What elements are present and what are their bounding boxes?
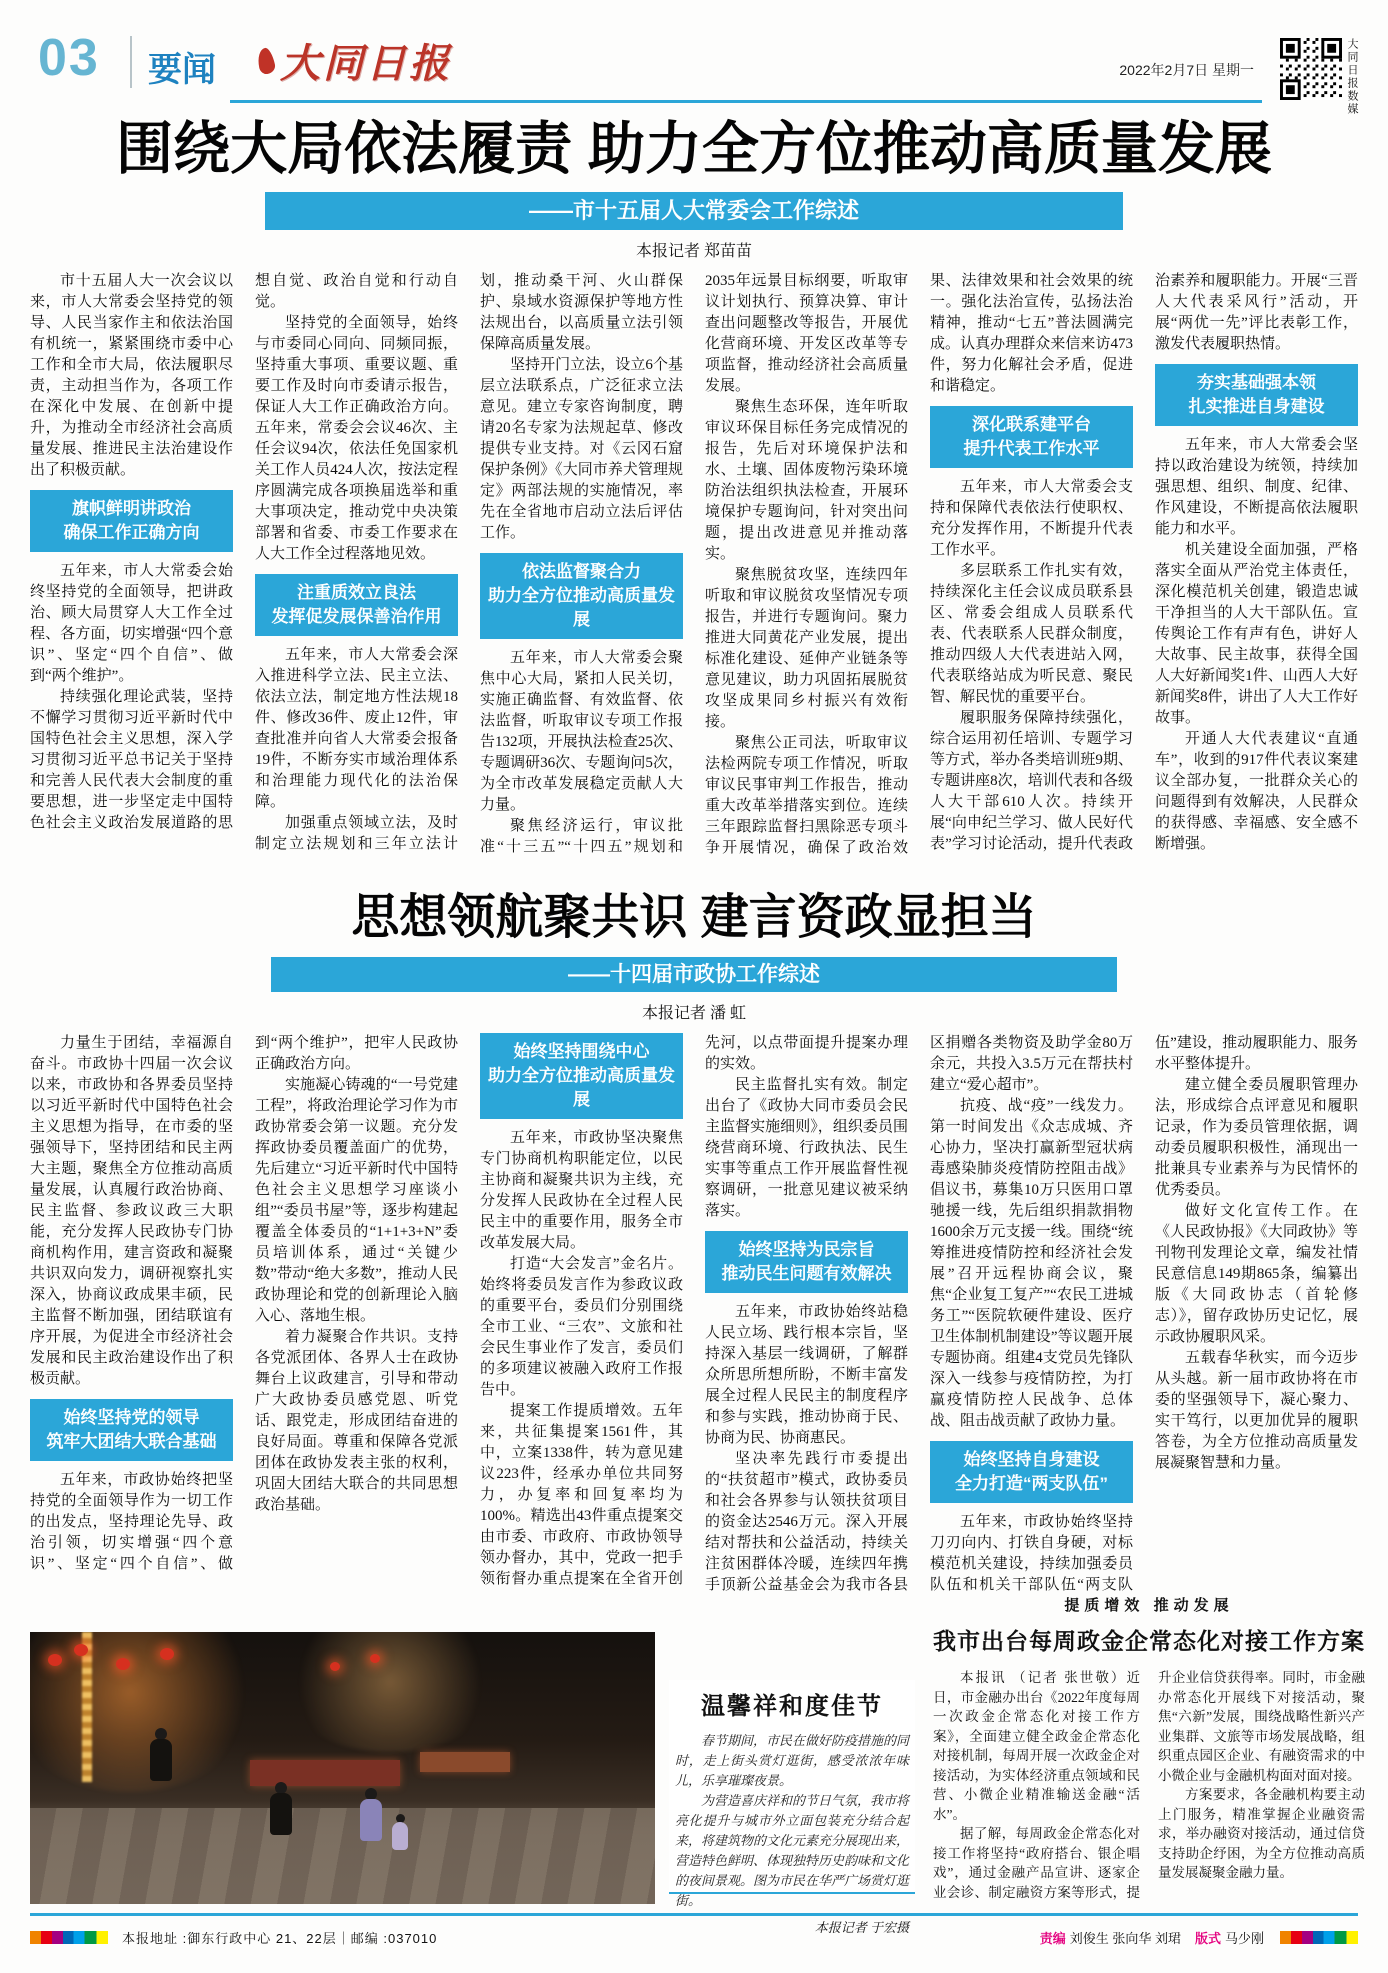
- photo-shop-glow: [280, 1632, 500, 1752]
- caption-paragraph: 春节期间，市民在做好防疫措施的同时，走上街头赏灯逛街，感受浓浓年味儿，乐享璀璨夜景。: [675, 1733, 910, 1788]
- newspaper-logo: [258, 32, 452, 89]
- lantern-icon: [370, 1654, 380, 1663]
- bottom-row: [30, 1590, 1365, 1935]
- photo-pedestrian: [150, 1728, 172, 1781]
- paragraph: 打造“大会发言”金名片。始终将委员发言作为参政议政的重要平台，委员们分别围绕全市工业、“三农”、文旅和社会民生事业作了发言，委员们的多项建议被融入政府工作报告中。: [480, 1256, 683, 1398]
- paragraph: 坚持党的全面领导，始终与市委同心同向、同频同振，坚持重大事项、重要议题、重要工作及时向市委请示报告，保证人大工作正确政治方向。五年来，常委会会议46次、主任会议94次，依法任免国家机关工作人员424人次，按法定程序圆满完成各项换届选举和重大事项决定，推动党中央决策部署和省委、市委工作要求在人大工作全过程落地见效。: [255, 315, 458, 562]
- section-subhead: 始终坚持党的领导 筑牢大团结大联合基础: [30, 1399, 233, 1461]
- footer: [30, 1926, 1358, 1948]
- paragraph: 聚焦脱贫攻坚，连续四年听取和审议脱贫攻坚情况专项报告，并进行专题询问。聚力推进大同黄花产业发展，提出标准化建设、延伸产业链条等意见建议，助力巩固拓展脱贫攻坚成果同乡村振兴有效衔接。: [705, 567, 908, 730]
- lantern-icon: [74, 1644, 88, 1656]
- photo-caption-box: [669, 1680, 915, 1935]
- section-subhead: 依法监督聚合力 助力全方位推动高质量发展: [480, 553, 683, 639]
- paragraph: 市十五届人大一次会议以来，市人大常委会坚持党的领导、人民当家作主和依法治国有机统一，紧紧围绕市委中心工作和全市大局，依法履职尽责，主动担当作为，各项工作在深化中发展、在创新中提升，为推动全市经济社会高质量发展、推进民主法治建设作出了积极贡献。: [30, 273, 233, 478]
- article2-headline: 思想领航聚共识 建言资政显担当: [351, 891, 1037, 944]
- color-registration-bar: [30, 1931, 108, 1944]
- paragraph: 五年来，市人大常委会聚焦中心大局，紧扣人民关切，实施正确监督、有效监督、依法监督，听取审议专项工作报告132项，开展执法检查25次、专题调研36次、专题询问5次，为全市改革发展稳定贡献人大力量。: [480, 650, 683, 813]
- paragraph: 聚焦公正司法，听取审议法检两院专项工作情况，听取审议民事审判工作报告，推动重大改革举措落实到位。连续三年跟踪监督扫黑除恶专项斗争开展情况，确保了政治效果、法律效果和社会效果的统一。强化法治宣传，弘扬法治精神，推动“七五”普法圆满完成。认真办理群众来信来访473件，努力化解社会矛盾，促进和谐稳定。: [705, 273, 1133, 856]
- photo-child: [392, 1814, 408, 1850]
- footer-address: 本报地址 :御东行政中心 21、22层｜邮编 :037010: [122, 1930, 438, 1946]
- article3: [933, 1590, 1365, 1904]
- paragraph: 五年来，市人大常委会始终坚持党的全面领导，把讲政治、顾大局贯穿人大工作全过程、各方面，切实增强“四个意识”、坚定“四个自信”、做到“两个维护”。: [30, 563, 233, 684]
- paragraph: 据了解，每周政金企常态化对接工作将坚持“政府搭台、银企唱戏”，通过金融产品宣讲、逐家企业会诊、制定融资方案等形式，提升企业信贷获得率。同时，市金融办常态化开展线下对接活动，聚焦“六新”发展，围绕战略性新兴产业集群、文旅等市场发展战略，组织重点园区企业、有融资需求的中小微企业与金融机构面对面对接。: [933, 1670, 1365, 1900]
- editor-names: 刘俊生 张向华 刘珺: [1069, 1930, 1181, 1946]
- photo-pedestrian: [270, 1782, 292, 1835]
- article2-body: [30, 1033, 1358, 1599]
- photo-pavement: [30, 1808, 655, 1904]
- lantern-icon: [48, 1654, 62, 1666]
- photo-caption-credit: 本报记者 于宏摄: [814, 1920, 909, 1935]
- photo-warm-glow: [30, 1632, 260, 1792]
- photo-caption-title: 温馨祥和度佳节: [701, 1694, 883, 1720]
- article2-subtitle-bar: ——十四届市政协工作综述: [271, 957, 1117, 992]
- section-subhead: 始终坚持自身建设 全力打造“两支队伍”: [930, 1441, 1133, 1503]
- article3-kicker: 提质增效 推动发展: [1064, 1597, 1234, 1614]
- paragraph: 开通人大代表建议“直通车”，收到的917件代表议案建议全部办复，一批群众关心的问题得到有效解决，人民群众的获得感、幸福感、安全感不断增强。: [1155, 731, 1358, 852]
- article3-headline: 我市出台每周政金企常态化对接工作方案: [933, 1628, 1365, 1654]
- paragraph: 机关建设全面加强，严格落实全面从严治党主体责任，深化模范机关创建，锻造忠诚干净担当的人大干部队伍。宣传舆论工作有声有色，讲好人大故事、民主故事，获得全国人大好新闻奖1件、山西人大好新闻奖8件，讲出了人大工作好故事。: [1155, 542, 1358, 726]
- lantern-icon: [330, 1662, 340, 1671]
- paragraph: 做好文化宣传工作。在《人民政协报》《大同政协》等刊物刊发理论文章，编发社情民意信息149期865条，编纂出版《大同政协志（首轮修志）》，留存政协历史记忆，展示政协履职风采。: [1155, 1203, 1358, 1345]
- lantern-icon: [116, 1658, 130, 1670]
- paragraph: 坚决率先践行市委提出的“扶贫超市”模式，政协委员和社会各界参与认领扶贫项目的资金达2546万元。深入开展结对帮扶和公益活动，持续关注贫困群体冷暖，连续四年携手顶新公益基金会为我市各县区捐赠各类物资及助学金80万余元，共投入3.5万元在帮扶村建立“爱心超市”。: [705, 1035, 1133, 1593]
- paragraph: 提案工作提质增效。五年来，共征集提案1561件，其中，立案1338件，转为意见建议223件，经承办单位共同努力，办复率和回复率均为100%。精选出43件重点提案交由市委、市政府、市政协领导领办督办，其中，党政一把手领衔督办重点提案在全省开创先河，以点带面提升提案办理的实效。: [480, 1035, 908, 1587]
- newspaper-name: 大同日报: [280, 41, 452, 86]
- layout-label: 版式: [1194, 1930, 1221, 1946]
- article1-byline: 本报记者 郑苗苗: [635, 243, 752, 260]
- header-divider: [130, 36, 132, 88]
- paragraph: 五年来，市人大常委会支持和保障代表依法行使职权、充分发挥作用，不断提升代表工作水平。: [930, 479, 1133, 558]
- paragraph: 五年来，市政协始终把坚持党的全面领导作为一切工作的出发点，坚持理论先导、政治引领，切实增强“四个意识”、坚定“四个自信”、做到“两个维护”，把牢人民政协正确政治方向。: [30, 1035, 458, 1572]
- page-number: 03: [38, 29, 100, 87]
- masthead: [30, 26, 1358, 116]
- paragraph: 本报讯 （记者 张世敬）近日，市金融办出台《2022年度每周一次政金企常态化对接工作方案》，全面建立健全政金企常态化对接机制，每周开展一次政金企对接活动，为实体经济重点领域和民营、小微企业精准输送金融“活水”。: [933, 1670, 1140, 1822]
- paragraph: 履职服务保障持续强化，综合运用初任培训、专题学习等方式，举办各类培训班9期、专题讲座8次，培训代表和各级人大干部610人次。持续开展“向申纪兰学习、做人民好代表”学习讨论活动，提升代表政治素养和履职能力。开展“三晋人大代表采风行”活动，开展“两优一先”评比表彰工作，激发代表履职热情。: [930, 273, 1358, 852]
- bottom-rule: [30, 1913, 1358, 1916]
- paragraph: 方案要求，各金融机构要主动上门服务，精准掌握企业融资需求，举办融资对接活动，通过信贷支持助企纾困，为全方位推动高质量发展凝聚金融力量。: [1158, 1787, 1365, 1880]
- section-subhead: 注重质效立良法 发挥促发展保善治作用: [255, 574, 458, 636]
- layout-names: 马少刚: [1224, 1930, 1264, 1946]
- paragraph: 实施凝心铸魂的“一号党建工程”，将政治理论学习作为市政协常委会第一议题。充分发挥政协委员覆盖面广的优势，先后建立“习近平新时代中国特色社会主义思想学习座谈小组”“委员书屋”等，逐步构建起覆盖全体委员的“1+1+3+N”委员培训体系，通过“关键少数”带动“绝大多数”，推动人民政协理论和党的创新理论入脑入心、落地生根。: [255, 1077, 458, 1324]
- paragraph: 五年来，市人大常委会深入推进科学立法、民主立法、依法立法，制定地方性法规18件、修改36件、废止12件，审查批准并向省人大常委会报备19件，不断夯实市域治理体系和治理能力现代化的法治保障。: [255, 647, 458, 810]
- article2-byline: 本报记者 潘 虹: [641, 1005, 746, 1022]
- street-scene-photo: [30, 1632, 655, 1904]
- logo-flame-icon: [255, 46, 276, 75]
- article3-body: [933, 1668, 1365, 1916]
- paragraph: 聚焦生态环保，连年听取审议环保目标任务完成情况的报告，先后对环境保护法和水、土壤、固体废物污染环境防治法组织执法检查，开展环境保护专题询问，针对突出问题，提出改进意见并推动落实。: [705, 399, 908, 562]
- paragraph: 持续强化理论武装，坚持不懈学习贯彻习近平新时代中国特色社会主义思想，深入学习贯彻习近平总书记关于坚持和完善人民代表大会制度的重要思想，进一步坚定走中国特色社会主义政治发展道路的思想自觉、政治自觉和行动自觉。: [30, 273, 458, 831]
- paragraph: 五年来，市政协坚决聚焦专门协商机构职能定位，以民主协商和凝聚共识为主线，充分发挥人民政协在全过程人民民主中的重要作用，服务全市改革发展大局。: [480, 1130, 683, 1251]
- paragraph: 着力凝聚合作共识。支持各党派团体、各界人士在政协舞台上议政建言，引导和带动广大政协委员感党恩、听党话、跟党走，形成团结奋进的良好局面。尊重和保障各党派团体在政协发表主张的权利，巩固大团结大联合的共同思想政治基础。: [255, 1329, 458, 1513]
- photo-pedestrian: [360, 1788, 382, 1841]
- paragraph: 五年来，市人大常委会坚持以政治建设为统领，持续加强思想、组织、制度、纪律、作风建设，不断提高依法履职能力和水平。: [1155, 437, 1358, 537]
- lantern-icon: [160, 1648, 174, 1660]
- editor-label: 责编: [1039, 1930, 1066, 1946]
- paragraph: 多层联系工作扎实有效，持续深化主任会议成员联系县区、常委会组成人员联系代表、代表联系人民群众制度，推动四级人大代表进站入网，代表联络站成为听民意、聚民智、解民忧的重要平台。: [930, 563, 1133, 705]
- article1-headline: 围绕大局依法履责 助力全方位推动高质量发展: [116, 117, 1272, 181]
- paragraph: 抗疫、战“疫”一线发力。第一时间发出《众志成城、齐心协力，坚决打赢新型冠状病毒感染肺炎疫情防控阻击战》倡议书，募集10万只医用口罩驰援一线，先后组织捐款捐物1600余万元支援一线。围绕“统筹推进疫情防控和经济社会发展”召开远程协商会议，聚焦“企业复工复产”“农民工进城务工”“医院软硬件建设、医疗卫生体制机制建设”等议题开展专题协商。组建4支党员先锋队深入一线参与疫情防控，为打赢疫情防控人民战争、总体战、阻击战贡献了政协力量。: [930, 1098, 1133, 1429]
- paragraph: 力量生于团结，幸福源自奋斗。市政协十四届一次会议以来，市政协和各界委员坚持以习近平新时代中国特色社会主义思想为指导，在市委的坚强领导下，坚持团结和民主两大主题，聚焦全方位推动高质量发展，认真履行政治协商、民主监督、参政议政三大职能，充分发挥人民政协专门协商机构作用，建言资政和凝聚共识双向发力，调研视察扎实深入，协商议政成果丰硕，民主监督不断加强，团结联谊有序开展，为促进全市经济社会发展和民主政治建设作出了积极贡献。: [30, 1035, 233, 1387]
- caption-paragraph: 为营造喜庆祥和的节日气氛，我市将亮化提升与城市外立面包装充分结合起来，将建筑物的文化元素充分展现出来，营造特色鲜明、体现独特历史韵味和文化的夜间景观。图为市民在华严广场赏灯逛街。: [675, 1793, 910, 1908]
- article1-subtitle-bar: ——市十五届人大常委会工作综述: [265, 192, 1123, 230]
- paragraph: 五年来，市政协始终站稳人民立场、践行根本宗旨，坚持深入基层一线调研，了解群众所思所想所盼，不断丰富发展全过程人民民主的制度程序和参与实践，推动协商于民、协商为民、协商惠民。: [705, 1304, 908, 1446]
- section-subhead: 始终坚持为民宗旨 推动民生问题有效解决: [705, 1231, 908, 1293]
- header-rule: [230, 100, 1262, 103]
- qr-block: [1280, 38, 1358, 116]
- paragraph: 民主监督扎实有效。制定出台了《政协大同市委员会民主监督实施细则》，组织委员围绕营商环境、行政执法、民生实事等重点工作开展监督性视察调研，一批意见建议被采纳落实。: [705, 1077, 908, 1219]
- paragraph: 加强重点领域立法，及时制定立法规划和三年立法计划，推动桑干河、火山群保护、泉域水资源保护等地方性法规出台，以高质量立法引领保障高质量发展。: [255, 273, 683, 852]
- section-subhead: 深化联系建平台 提升代表工作水平: [930, 406, 1133, 468]
- photo-caption-body: [675, 1731, 909, 1911]
- qr-code-icon: [1280, 38, 1342, 100]
- section-subhead: 始终坚持围绕中心 助力全方位推动高质量发展: [480, 1033, 683, 1119]
- section-label: 要闻: [148, 51, 216, 89]
- photo-market-stall: [420, 1752, 510, 1772]
- qr-caption: 大同日报数媒: [1346, 38, 1358, 116]
- section-subhead: 旗帜鲜明讲政治 确保工作正确方向: [30, 490, 233, 552]
- paragraph: 五年来，市政协始终坚持刀刃向内、打铁自身硬，对标模范机关建设，持续加强委员队伍和机关干部队伍“两支队伍”建设，推动履职能力、服务水平整体提升。: [930, 1035, 1358, 1593]
- issue-date: 2022年2月7日 星期一: [1119, 62, 1254, 78]
- paragraph: 聚焦经济运行，审议批准“十三五”“十四五”规划和2035年远景目标纲要，听取审议计划执行、预算决算、审计查出问题整改等报告，开展优化营商环境、开发区改革等专项监督，推动经济社会高质量发展。: [480, 273, 908, 855]
- paragraph: 建立健全委员履职管理办法，形成综合点评意见和履职记录，作为委员管理依据，调动委员履职积极性，涌现出一批兼具专业素养与为民情怀的优秀委员。: [1155, 1077, 1358, 1198]
- color-registration-bar: [1280, 1931, 1358, 1944]
- article1-body: [30, 271, 1358, 871]
- paragraph: 坚持开门立法，设立6个基层立法联系点，广泛征求立法意见。建立专家咨询制度，聘请20名专家为法规起草、修改提供专业支持。对《云冈石窟保护条例》《大同市养犬管理规定》两部法规的实施情况，率先在全省地市启动立法后评估工作。: [480, 357, 683, 541]
- section-subhead: 夯实基础强本领 扎实推进自身建设: [1155, 364, 1358, 426]
- paragraph: 五载春华秋实，而今迈步从头越。新一届市政协将在市委的坚强领导下，凝心聚力、实干笃行，以更加优异的履职答卷，为全方位推动高质量发展凝聚智慧和力量。: [1155, 1350, 1358, 1471]
